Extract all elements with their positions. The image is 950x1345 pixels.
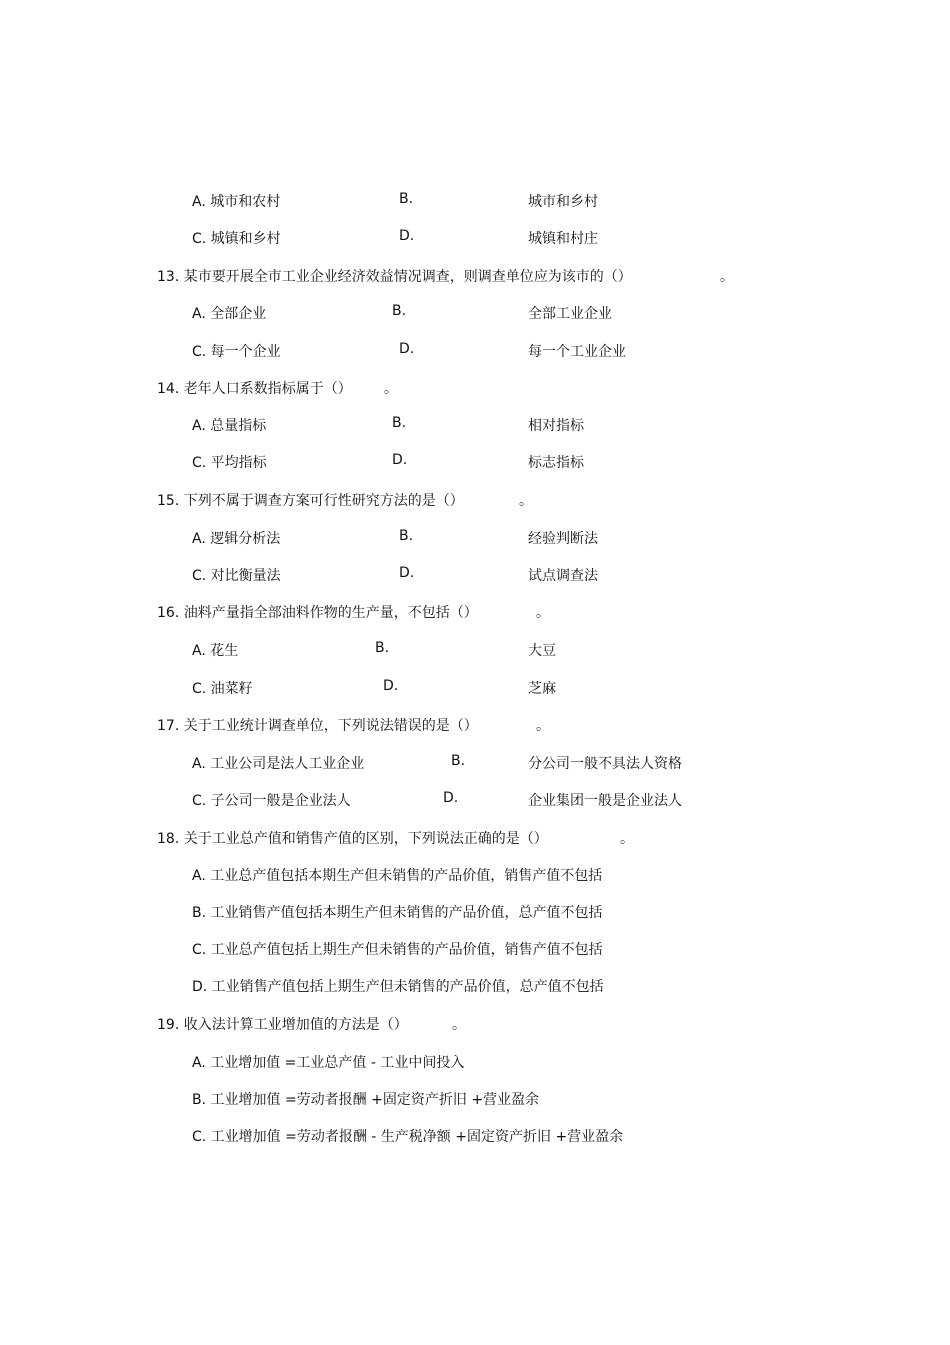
q14-stem: 14. 老年人口系数指标属于（）: [157, 381, 352, 397]
q16-stem: 16. 油料产量指全部油料作物的生产量，不包括（）: [157, 605, 478, 621]
q18-option-b: B. 工业销售产值包括本期生产但未销售的产品价值，总产值不包括: [192, 905, 603, 921]
q14-option-d: 标志指标: [528, 455, 584, 471]
q13-option-d: 每一个工业企业: [528, 344, 626, 360]
q13-option-b: 全部工业企业: [528, 306, 612, 322]
q19-option-c: C. 工业增加值 =劳动者报酬 - 生产税净额 +固定资产折旧 +营业盈余: [192, 1129, 624, 1145]
q15-option-d-letter: D.: [399, 565, 415, 581]
q15-end: 。: [519, 493, 533, 509]
q13-stem: 13. 某市要开展全市工业企业经济效益情况调查，则调查单位应为该市的（）: [157, 269, 632, 285]
q12-option-c: C. 城镇和乡村: [192, 231, 281, 247]
q14-end: 。: [384, 381, 398, 397]
q12-option-b-letter: B.: [399, 191, 414, 207]
q15-option-a: A. 逻辑分析法: [192, 531, 281, 547]
q17-option-d: 企业集团一般是企业法人: [528, 793, 682, 809]
q16-option-c: C. 油菜籽: [192, 681, 253, 697]
q16-option-b-letter: B.: [375, 640, 390, 656]
q15-option-b-letter: B.: [399, 528, 414, 544]
q14-option-d-letter: D.: [392, 452, 408, 468]
q17-option-b: 分公司一般不具法人资格: [528, 756, 682, 772]
q18-end: 。: [620, 831, 634, 847]
q18-option-a: A. 工业总产值包括本期生产但未销售的产品价值，销售产值不包括: [192, 868, 603, 884]
q18-option-d: D. 工业销售产值包括上期生产但未销售的产品价值，总产值不包括: [192, 979, 604, 995]
q13-option-b-letter: B.: [392, 303, 407, 319]
q14-option-b: 相对指标: [528, 418, 584, 434]
q19-option-b: B. 工业增加值 =劳动者报酬 +固定资产折旧 +营业盈余: [192, 1092, 540, 1108]
q13-end: 。: [720, 269, 734, 285]
q17-stem: 17. 关于工业统计调查单位，下列说法错误的是（）: [157, 718, 478, 734]
q17-option-d-letter: D.: [443, 790, 459, 806]
q14-option-b-letter: B.: [392, 415, 407, 431]
q12-option-b: 城市和乡村: [528, 194, 598, 210]
q12-option-d: 城镇和村庄: [528, 231, 598, 247]
q12-option-a: A. 城市和农村: [192, 194, 281, 210]
q15-option-d: 试点调查法: [528, 568, 598, 584]
q19-end: 。: [452, 1017, 466, 1033]
q15-stem: 15. 下列不属于调查方案可行性研究方法的是（）: [157, 493, 464, 509]
q17-option-b-letter: B.: [451, 753, 466, 769]
q13-option-a: A. 全部企业: [192, 306, 267, 322]
q19-option-a: A. 工业增加值 =工业总产值 - 工业中间投入: [192, 1055, 465, 1071]
q15-option-c: C. 对比衡量法: [192, 568, 281, 584]
q15-option-b: 经验判断法: [528, 531, 598, 547]
q19-stem: 19. 收入法计算工业增加值的方法是（）: [157, 1017, 408, 1033]
q13-option-d-letter: D.: [399, 341, 415, 357]
q16-option-d-letter: D.: [383, 678, 399, 694]
q17-option-a: A. 工业公司是法人工业企业: [192, 756, 365, 772]
q17-option-c: C. 子公司一般是企业法人: [192, 793, 351, 809]
q14-option-c: C. 平均指标: [192, 455, 267, 471]
q18-stem: 18. 关于工业总产值和销售产值的区别，下列说法正确的是（）: [157, 831, 548, 847]
q17-end: 。: [536, 718, 550, 734]
q16-option-b: 大豆: [528, 643, 556, 659]
q12-option-d-letter: D.: [399, 228, 415, 244]
q16-end: 。: [536, 605, 550, 621]
q14-option-a: A. 总量指标: [192, 418, 267, 434]
q18-option-c: C. 工业总产值包括上期生产但未销售的产品价值，销售产值不包括: [192, 942, 603, 958]
q16-option-d: 芝麻: [528, 681, 556, 697]
q16-option-a: A. 花生: [192, 643, 239, 659]
q13-option-c: C. 每一个企业: [192, 344, 281, 360]
